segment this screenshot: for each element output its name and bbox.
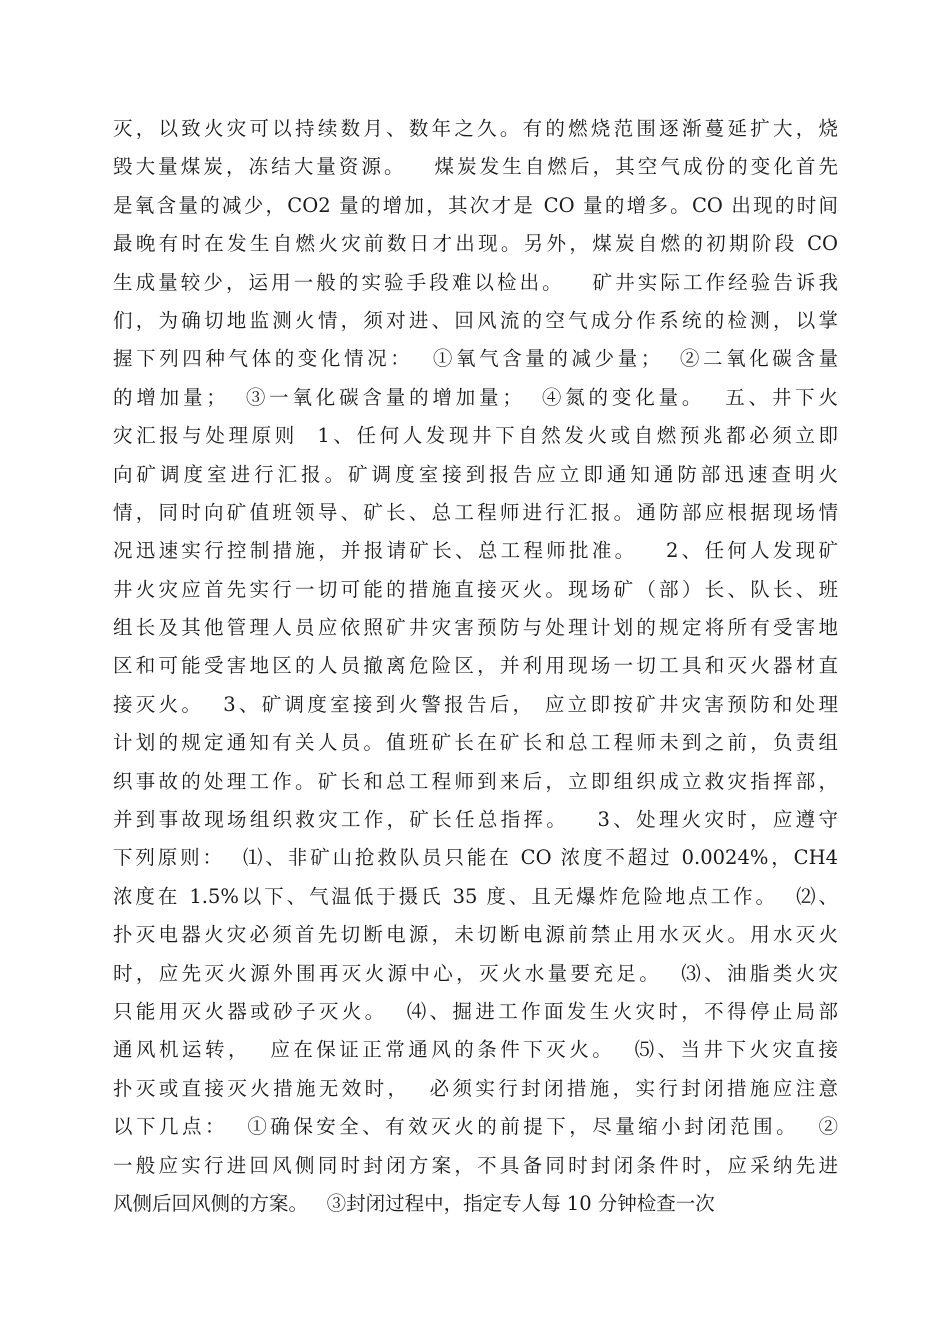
text-line: 一般应实行进回风侧同时封闭方案，不具备同时封闭条件时，应采纳先进 xyxy=(113,1153,838,1177)
text-line: 灭，以致火灾可以持续数月、数年之久。有的燃烧范围逐渐蔓延扩大，烧 xyxy=(113,117,838,140)
text-line: 扑灭电器火灾必须首先切断电源，未切断电源前禁止用水灭火。用水灭火 xyxy=(113,923,838,947)
text-line: 况迅速实行控制措施，并报请矿长、总工程师批准。 2、任何人发现矿 xyxy=(113,539,838,563)
text-line: 灾汇报与处理原则 1、任何人发现井下自然发火或自燃预兆都必须立即 xyxy=(113,424,838,448)
text-line: 计划的规定通知有关人员。值班矿长在矿长和总工程师未到之前，负责组 xyxy=(113,731,838,755)
body-text xyxy=(113,110,838,1223)
text-line: 的增加量； ③一氧化碳含量的增加量； ④氮的变化量。 五、井下火 xyxy=(113,385,838,409)
text-line: 扑灭或直接灭火措施无效时， 必须实行封闭措施，实行封闭措施应注意 xyxy=(113,1076,838,1100)
text-line: 以下几点： ①确保安全、有效灭火的前提下，尽量缩小封闭范围。 ② xyxy=(113,1115,838,1139)
text-line: 接灭火。 3、矿调度室接到火警报告后， 应立即按矿井灾害预防和处理 xyxy=(113,692,838,716)
text-line: 只能用灭火器或砂子灭火。 ⑷、掘进工作面发生火灾时，不得停止局部 xyxy=(113,999,838,1023)
text-line: 们，为确切地监测火情，须对进、回风流的空气成分作系统的检测，以掌 xyxy=(113,308,838,332)
text-line: 毁大量煤炭，冻结大量资源。 煤炭发生自燃后，其空气成份的变化首先 xyxy=(113,155,838,179)
text-line: 风侧后回风侧的方案。 ③封闭过程中，指定专人每 10 分钟检查一次 xyxy=(113,1191,715,1215)
text-line: 情，同时向矿值班领导、矿长、总工程师进行汇报。通防部应根据现场情 xyxy=(113,500,838,524)
text-line: 浓度在 1.5%以下、气温低于摄氏 35 度、且无爆炸危险地点工作。 ⑵、 xyxy=(113,884,838,908)
text-line: 生成量较少，运用一般的实验手段难以检出。 矿井实际工作经验告诉我 xyxy=(113,270,838,294)
text-line: 时，应先灭火源外围再灭火源中心，灭火水量要充足。 ⑶、油脂类火灾 xyxy=(113,961,838,985)
text-line: 井火灾应首先实行一切可能的措施直接灭火。现场矿（部）长、队长、班 xyxy=(113,577,838,601)
text-line: 最晚有时在发生自燃火灾前数日才出现。另外，煤炭自燃的初期阶段 CO xyxy=(113,232,838,256)
text-line: 组长及其他管理人员应依照矿井灾害预防与处理计划的规定将所有受害地 xyxy=(113,616,838,640)
text-line: 握下列四种气体的变化情况： ①氧气含量的减少量； ②二氧化碳含量 xyxy=(113,347,838,371)
text-line: 向矿调度室进行汇报。矿调度室接到报告应立即通知通防部迅速查明火 xyxy=(113,462,838,486)
text-line: 下列原则： ⑴、非矿山抢救队员只能在 CO 浓度不超过 0.0024%，CH4 xyxy=(113,846,838,870)
text-line: 区和可能受害地区的人员撤离危险区，并利用现场一切工具和灭火器材直 xyxy=(113,654,838,678)
text-line: 并到事故现场组织救灾工作，矿长任总指挥。 3、处理火灾时，应遵守 xyxy=(113,808,838,832)
text-line: 通风机运转， 应在保证正常通风的条件下灭火。 ⑸、当井下火灾直接 xyxy=(113,1038,838,1062)
text-line: 是氧含量的减少，CO2 量的增加，其次才是 CO 量的增多。CO 出现的时间 xyxy=(113,193,838,217)
text-line: 织事故的处理工作。矿长和总工程师到来后，立即组织成立救灾指挥部， xyxy=(113,769,838,793)
